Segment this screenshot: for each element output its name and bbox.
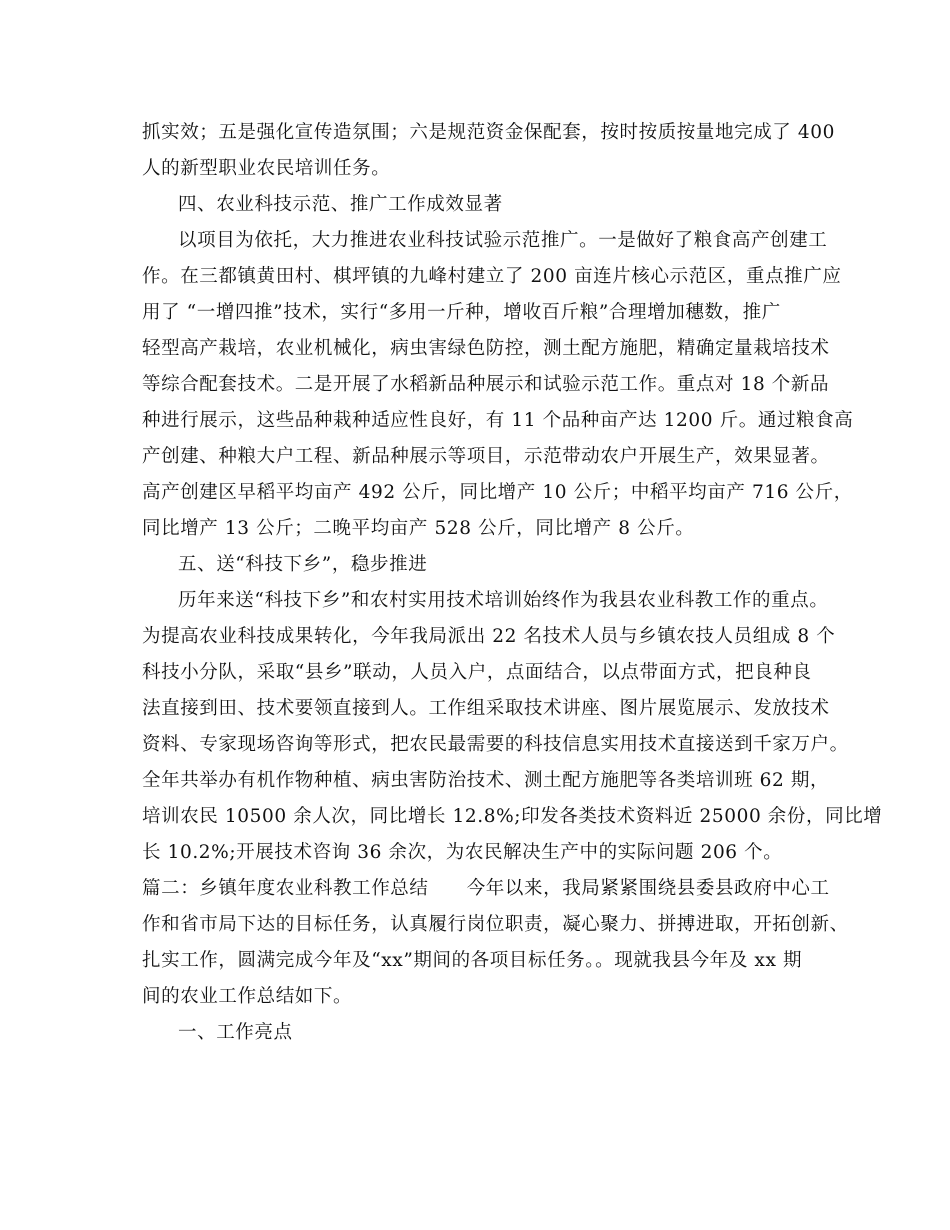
text-line: 长 10.2%;开展技术咨询 36 余次，为农民解决生产中的实际问题 206 个。 bbox=[142, 842, 783, 863]
text-line: 科技小分队，采取“县乡”联动，人员入户，点面结合，以点带面方式，把良种良 bbox=[142, 662, 812, 683]
text-line: 以项目为依托，大力推进农业科技试验示范推广。一是做好了粮食高产创建工 bbox=[178, 230, 828, 251]
text-line: 高产创建区早稻平均亩产 492 公斤，同比增产 10 公斤；中稻平均亩产 716 公斤， bbox=[142, 482, 853, 503]
section-heading: 四、农业科技示范、推广工作成效显著 bbox=[178, 194, 503, 215]
text-line: 篇二：乡镇年度农业科教工作总结 今年以来，我局紧紧围绕县委县政府中心工 bbox=[142, 878, 830, 899]
text-line: 等综合配套技术。二是开展了水稻新品种展示和试验示范工作。重点对 18 个新品 bbox=[142, 374, 830, 395]
text-line: 轻型高产栽培，农业机械化，病虫害绿色防控，测土配方施肥，精确定量栽培技术 bbox=[142, 338, 830, 359]
text-line: 种进行展示，这些品种栽种适应性良好，有 11 个品种亩产达 1200 斤。通过粮食高 bbox=[142, 410, 854, 431]
text-line: 历年来送“科技下乡”和农村实用技术培训始终作为我县农业科教工作的重点。 bbox=[178, 590, 829, 611]
text-line: 扎实工作，圆满完成今年及“xx”期间的各项目标任务。。现就我县今年及 xx 期 bbox=[142, 950, 803, 971]
text-line: 作。在三都镇黄田村、棋坪镇的九峰村建立了 200 亩连片核心示范区，重点推广应 bbox=[142, 266, 842, 287]
text-line: 培训农民 10500 余人次，同比增长 12.8%;印发各类技术资料近 25000 余份，同比增 bbox=[142, 806, 883, 827]
section-heading: 一、工作亮点 bbox=[178, 1022, 293, 1043]
text-line: 法直接到田、技术要领直接到人。工作组采取技术讲座、图片展览展示、发放技术 bbox=[142, 698, 830, 719]
text-line: 间的农业工作总结如下。 bbox=[142, 986, 353, 1007]
text-line: 用了 “一增四推”技术，实行“多用一斤种，增收百斤粮”合理增加穗数，推广 bbox=[142, 302, 781, 323]
section-heading: 五、送“科技下乡”，稳步推进 bbox=[178, 554, 428, 575]
text-line: 资料、专家现场咨询等形式，把农民最需要的科技信息实用技术直接送到千家万户。 bbox=[142, 734, 849, 755]
text-line: 为提高农业科技成果转化，今年我局派出 22 名技术人员与乡镇农技人员组成 8 个 bbox=[142, 626, 836, 647]
text-line: 全年共举办有机作物种植、病虫害防治技术、测土配方施肥等各类培训班 62 期， bbox=[142, 770, 830, 791]
text-line: 产创建、种粮大户工程、新品种展示等项目，示范带动农户开展生产，效果显著。 bbox=[142, 446, 830, 467]
text-line: 抓实效；五是强化宣传造氛围；六是规范资金保配套，按时按质按量地完成了 400 bbox=[142, 122, 835, 143]
text-line: 人的新型职业农民培训任务。 bbox=[142, 158, 391, 179]
text-line: 同比增产 13 公斤；二晚平均亩产 528 公斤，同比增产 8 公斤。 bbox=[142, 518, 695, 539]
text-line: 作和省市局下达的目标任务，认真履行岗位职责，凝心聚力、拼搏进取，开拓创新、 bbox=[142, 914, 849, 935]
